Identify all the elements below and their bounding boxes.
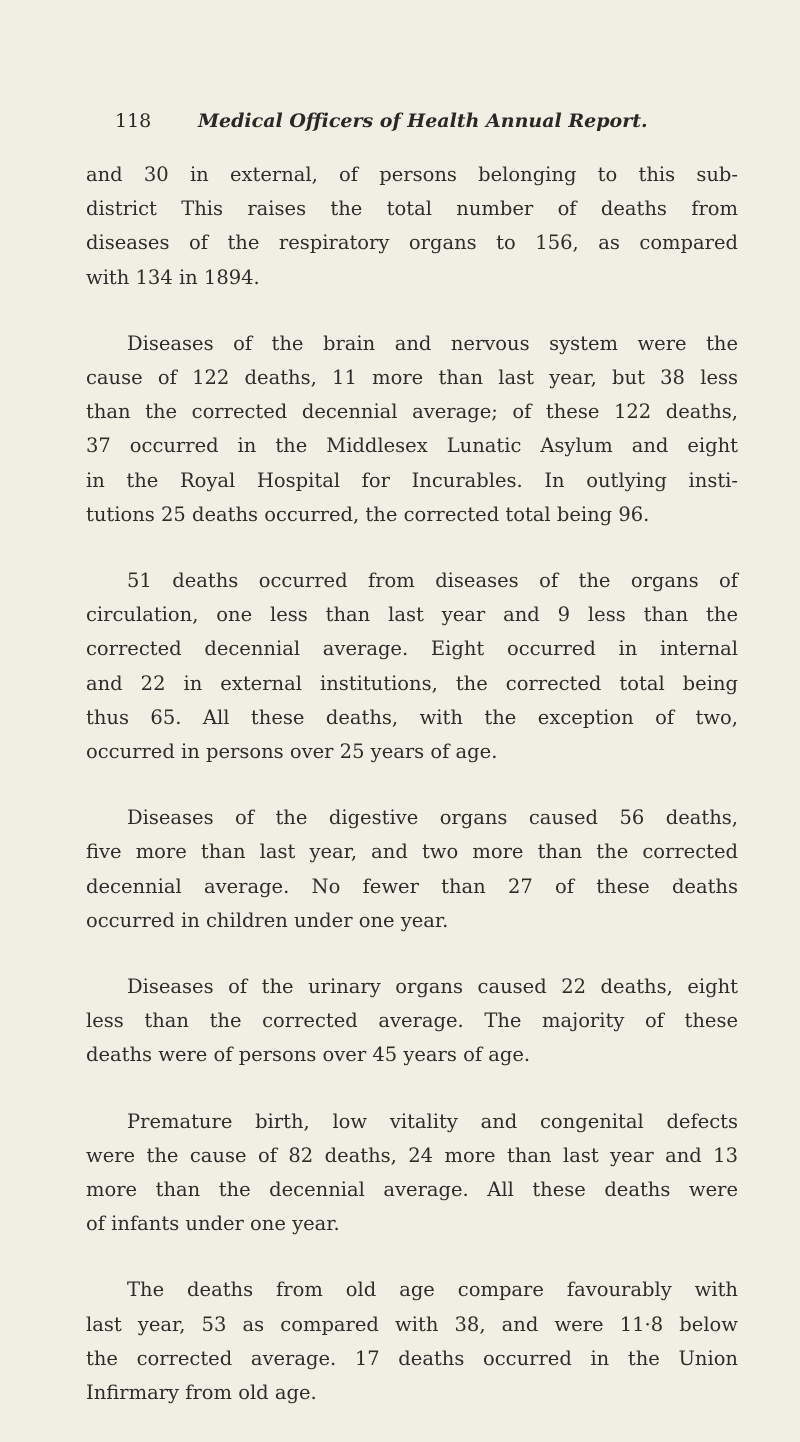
text-line: more than the decennial average. All these deaths were [86, 1178, 738, 1202]
text-line: corrected decennial average. Eight occurred in internal [86, 637, 738, 661]
text-line: last year, 53 as compared with 38, and were 11·8 below [86, 1312, 738, 1336]
text-line: Diseases of the digestive organs caused 56 deaths, [127, 806, 738, 830]
text-line: thus 65. All these deaths, with the exception of two, [86, 705, 738, 729]
text-line: were the cause of 82 deaths, 24 more than last year and 13 [86, 1143, 738, 1167]
text-line: 51 deaths occurred from diseases of the organs of [127, 569, 738, 593]
text-line: with 134 in 1894. [86, 265, 260, 289]
text-line: five more than last year, and two more than the corrected [86, 840, 738, 864]
text-line: 37 occurred in the Middlesex Lunatic Asylum and eight [86, 434, 738, 458]
text-line: in the Royal Hospital for Incurables. In outlying insti- [86, 468, 738, 492]
paragraph-urinary [86, 970, 738, 1073]
text-line: diseases of the respiratory organs to 156, as compared [86, 231, 738, 255]
page-number: 118 [115, 110, 152, 132]
text-line: Diseases of the urinary organs caused 22 deaths, eight [127, 975, 738, 999]
text-line: The deaths from old age compare favourably with [127, 1278, 738, 1302]
text-line: and 22 in external institutions, the corrected total being [86, 671, 738, 695]
text-line: decennial average. No fewer than 27 of these deaths [86, 874, 738, 898]
paragraph-respiratory [86, 158, 738, 295]
paragraph-old-age [86, 1273, 738, 1410]
text-line: cause of 122 deaths, 11 more than last year, but 38 less [86, 366, 738, 390]
text-line: of infants under one year. [86, 1212, 340, 1236]
text-line: circulation, one less than last year and 9 less than the [86, 603, 738, 627]
paragraph-digestive [86, 801, 738, 938]
text-line: deaths were of persons over 45 years of age. [86, 1043, 531, 1067]
text-line: the corrected average. 17 deaths occurred in the Union [86, 1346, 738, 1370]
text-line: occurred in children under one year. [86, 908, 449, 932]
text-line: and 30 in external, of persons belonging to this sub- [86, 163, 738, 186]
paragraph-premature-birth [86, 1105, 738, 1242]
running-head-title: Medical Officers of Health Annual Report. [198, 110, 648, 132]
text-line: occurred in persons over 25 years of age. [86, 740, 498, 764]
body-text [86, 158, 738, 1442]
running-head [115, 110, 737, 140]
text-line: Premature birth, low vitality and congenital defects [127, 1109, 738, 1133]
text-line: than the corrected decennial average; of these 122 deaths, [86, 400, 738, 424]
text-line: tutions 25 deaths occurred, the corrected total being 96. [86, 502, 650, 526]
paragraph-brain-nervous [86, 327, 738, 532]
text-line: Diseases of the brain and nervous system were the [127, 331, 738, 355]
text-line: Infirmary from old age. [86, 1381, 317, 1405]
text-line: less than the corrected average. The majority of these [86, 1009, 738, 1033]
text-line: district This raises the total number of deaths from [86, 197, 738, 221]
paragraph-circulation [86, 564, 738, 769]
